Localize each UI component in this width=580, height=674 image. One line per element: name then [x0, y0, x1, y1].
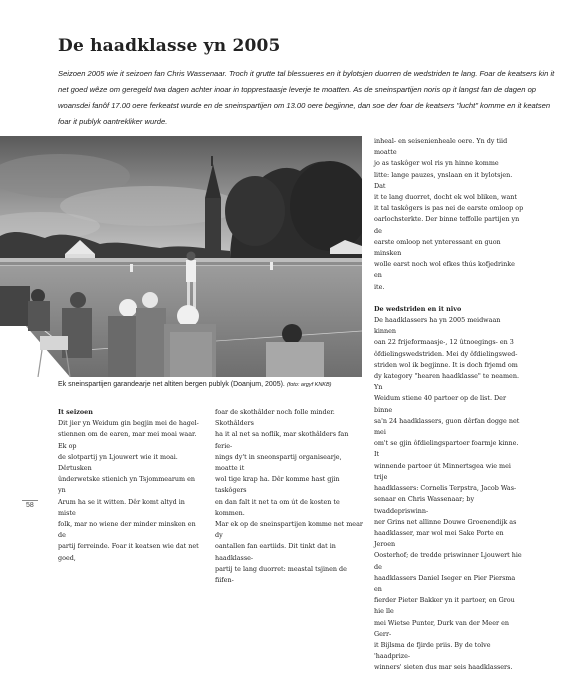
- page-number-rule: [22, 500, 38, 501]
- col2-line: nings dy't in sneonspartij organisearje, moatte it: [215, 452, 342, 473]
- section-heading-wedstriden: De wedstriden en it nivo: [374, 304, 462, 313]
- col3-line: ite.: [374, 282, 385, 291]
- col3-line: sa'n 24 haadklassers, guon dêrfan dogge net mei: [374, 416, 520, 437]
- col3-line: haadklassers Daniel Iseger en Pier Piersma en: [374, 573, 516, 593]
- col1-line: partij ferreinde. Foar it keatsen wie dat net goed,: [58, 542, 199, 562]
- caption-text: Ek sneinspartijen garandearje net altiten bergen publyk (Doanjum, 2005).: [58, 381, 285, 388]
- col3-line: Weidum stiene 40 partoer op de list. Der binne: [374, 394, 507, 414]
- col3-line: dy kategory "hearen haadklasse" te neamen. Yn: [374, 372, 519, 392]
- col3-line: haadklassers: Cornelis Terpstra, Jacob Was-: [374, 484, 517, 493]
- col3-line: oan 22 frijeformaasje-, 12 ûtnoegings- en 3: [374, 338, 514, 347]
- col3-line: ôfdielingswedstriden. Mei dy ôfdielingswed-: [374, 349, 518, 358]
- col3-line: fierder Pieter Bakker yn it partoer, en Grou hie lle: [374, 596, 515, 616]
- col2-line: foar de skothâlder noch folle minder. Skothâlders: [215, 408, 335, 428]
- col3-line: om't se gjin ôfdielingspartoer foarmje kinne. It: [374, 439, 519, 459]
- col3-line: Oosterhof; de tredde priswinner Ljouwert hie de: [374, 551, 522, 571]
- col2-line: wol tige krap ha. Dêr komme hast gjin taskôgers: [215, 475, 340, 495]
- section-heading-seizoen: It seizoen: [58, 408, 93, 416]
- col3-line: inheal- en seisenienheale oere. Yn dy tiid moatte: [374, 137, 508, 157]
- col1-line: Arum ha se it witten. Dêr komt altyd in miste: [58, 497, 185, 517]
- col3-line: striden wol ik begjinne. It is doch frjemd om: [374, 360, 518, 369]
- col3-line: earste omloop net ynteressant en guon minsken: [374, 237, 501, 258]
- photo-credit: (foto: argyf KNKB): [286, 382, 332, 388]
- photo-caption: [58, 380, 363, 390]
- col1-line: stiennen om de earen, mar mei moai waar. Ek op: [58, 430, 197, 450]
- intro-paragraph: Seizoen 2005 wie it seizoen fan Chris Wassenaar. Troch it grutte tal blessueres en it bylotsjen duorren de wedstriden te lang. Foar de keatsers kin it net goed wêze om geregeld twa dagen achter inoar in topprestaasje leverje te moatten. As de sneinspartijen noris op it langst fan de dagen op woansdei fanôf 17.00 oere ferkeatst wurde en de sneinspartijen om 13.00 oere begjinne, dan soe der foar de keatsers "lucht" komme en it keatsen foar it publyk oantrekliker wurde.: [58, 69, 555, 126]
- col3-line: jo as taskôger wol ris yn hinne komme: [374, 159, 499, 168]
- col3-line: oarlochsterkte. Der binne teffolle partijen yn de: [374, 215, 520, 235]
- col3-line: haadklasser, mar wol mei Sake Porte en Jeroen: [374, 528, 504, 549]
- article-title: De haadklasse yn 2005: [58, 36, 281, 56]
- col3-line: senaar en Chris Wassenaar; by twaddepriswinn-: [374, 495, 475, 515]
- col1-line: ûnderwetske stienich yn Tsjommearum en yn: [58, 475, 196, 495]
- col3-line: it Bijlsma de fjirde priis. By de tolve 'haadprize-: [374, 640, 491, 661]
- col3-line: ner Grins net allinne Douwe Groenendijk as: [374, 517, 517, 526]
- col1-line: folk, mar no wiene der minder minsken en de: [58, 520, 196, 540]
- col3-line: litte: lange pauzes, ynslaan en it bylotsjen. Dat: [374, 170, 513, 190]
- col2-line: partij te lang duorret: meastal tsjinen de fiifen-: [215, 564, 347, 585]
- col1-line: Dit jier yn Weidum gin begjin mei de hagel-: [58, 419, 199, 428]
- match-photo: [0, 136, 362, 377]
- col1-line: de slotpartij yn Ljouwert wie it moai. Dêrtusken: [58, 452, 178, 473]
- col2-line: oantallen fan eartiids. Dit tinkt dat in haadklasse-: [215, 542, 336, 562]
- col3-line: winners' sieten dus mar seis haadklassers.: [374, 663, 513, 672]
- col3-line: it te lang duorret, docht ek wol bliken, want: [374, 193, 517, 202]
- col2-line: Mar ek op de sneinspartijen komme net mear dy: [215, 520, 363, 540]
- col3-line: mei Wietse Punter, Durk van der Meer en Gerr-: [374, 618, 509, 638]
- column-2: [215, 407, 363, 586]
- col3-line: wolle earst noch wol efkes thús kofjedrinke en: [374, 260, 515, 280]
- column-3: [374, 136, 524, 674]
- page-number: 58: [26, 502, 34, 509]
- col2-line: ha it al net sa noflik, mar skothâlders fan ferie-: [215, 430, 349, 450]
- paragraph-gap: [374, 293, 524, 304]
- col3-line: winnende partoer út Minnertsgea wie mei trije: [374, 461, 511, 481]
- col3-line: it tal taskôgers is pas nei de earste omloop op: [374, 204, 524, 213]
- col2-line: en dan falt it net ta om út de kosten te kommen.: [215, 497, 340, 517]
- col3-line: De haadklassers ha yn 2005 meidwaan kinnen: [374, 316, 501, 336]
- column-1: [58, 407, 204, 564]
